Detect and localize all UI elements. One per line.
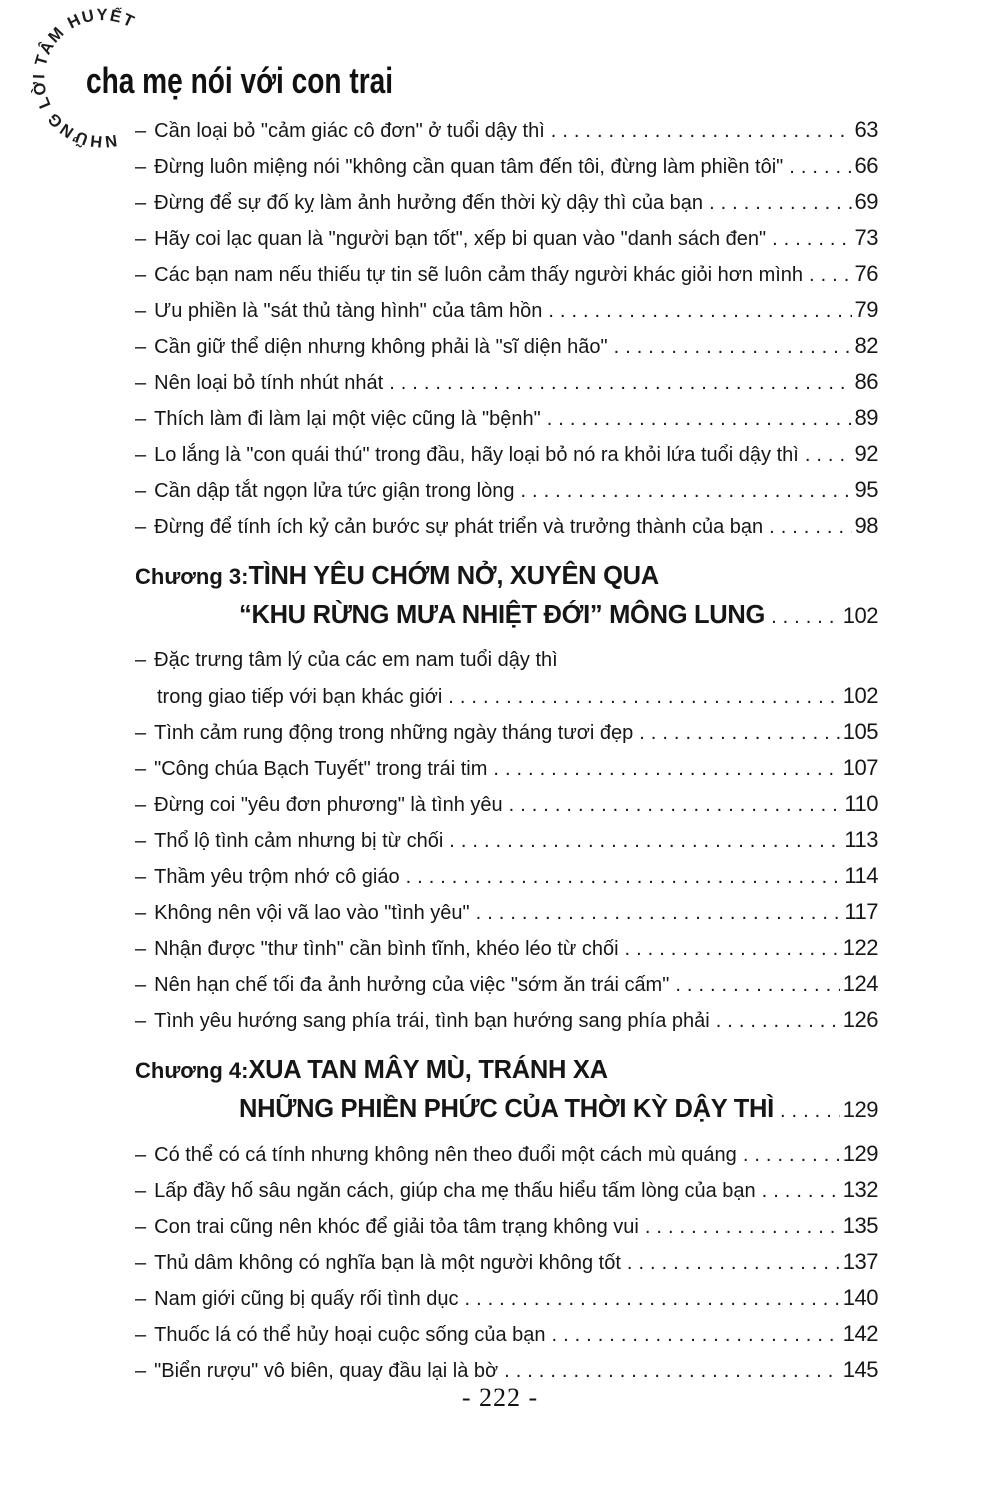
chapter-label: Chương 3:	[135, 564, 249, 589]
dot-leader	[514, 473, 851, 509]
dash: –	[135, 516, 147, 538]
dot-leader	[442, 679, 839, 715]
toc-item-page: 129	[842, 1141, 878, 1166]
dash: –	[135, 444, 147, 466]
toc-item-title: Lo lắng là "con quái thú" trong đầu, hãy loại bỏ nó ra khỏi lứa tuổi dậy thì	[154, 444, 799, 466]
toc-item	[135, 364, 878, 400]
dash: –	[135, 300, 147, 322]
toc-item-page: 126	[842, 1007, 878, 1032]
dot-leader	[763, 509, 851, 545]
toc-list	[135, 112, 878, 1388]
dash: –	[135, 480, 147, 502]
dash: –	[135, 1010, 147, 1032]
toc-item	[135, 750, 878, 786]
dash: –	[135, 156, 147, 178]
toc-item-page: 117	[844, 899, 878, 924]
dot-leader	[503, 787, 842, 823]
toc-item-title: Ưu phiền là "sát thủ tàng hình" của tâm hồn	[154, 300, 543, 322]
dot-leader	[783, 149, 851, 185]
chapter-heading-row	[135, 1051, 878, 1090]
chapter-title-line1: XUA TAN MÂY MÙ, TRÁNH XA	[248, 1056, 608, 1084]
chapter-page-number: 102	[842, 603, 878, 628]
toc-item	[135, 472, 878, 508]
toc-item	[135, 858, 878, 894]
dot-leader	[799, 437, 852, 473]
toc-item	[135, 184, 878, 220]
toc-item-page: 98	[854, 513, 878, 538]
dot-leader	[766, 221, 851, 257]
toc-item-title: Nhận được "thư tình" cần bình tĩnh, khéo léo từ chối	[154, 938, 619, 960]
toc-item	[135, 642, 878, 678]
toc-item	[135, 508, 878, 544]
toc-chapter	[135, 557, 878, 635]
toc-item-title: "Công chúa Bạch Tuyết" trong trái tim	[154, 758, 488, 780]
dash: –	[135, 649, 147, 671]
dot-leader	[470, 895, 842, 931]
toc-item-title: Nên loại bỏ tính nhút nhát	[154, 372, 384, 394]
page-number-footer: - 222 -	[461, 1383, 539, 1412]
dot-leader	[400, 859, 842, 895]
toc-item	[135, 148, 878, 184]
toc-item-page: 107	[842, 755, 878, 780]
toc-item	[135, 1136, 878, 1172]
dot-leader	[487, 751, 839, 787]
dot-leader	[756, 1173, 840, 1209]
toc-item-title-line2: trong giao tiếp với bạn khác giới	[157, 686, 443, 708]
chapter-title-line2: “KHU RỪNG MƯA NHIỆT ĐỚI” MÔNG LUNG	[239, 601, 766, 629]
toc-item-continuation	[135, 678, 878, 714]
dash: –	[135, 1216, 147, 1238]
toc-item-title: Thích làm đi làm lại một việc cũng là "bệnh"	[154, 408, 541, 430]
toc-item-page: 122	[842, 935, 878, 960]
toc-item-page: 142	[842, 1321, 878, 1346]
chapter-title-line2: NHỮNG PHIỀN PHỨC CỦA THỜI KỲ DẬY THÌ	[239, 1095, 774, 1123]
toc-item-title: Các bạn nam nếu thiếu tự tin sẽ luôn cảm thấy người khác giỏi hơn mình	[154, 264, 804, 286]
toc-item	[135, 436, 878, 472]
dot-leader	[774, 1092, 840, 1132]
dash: –	[135, 1288, 147, 1310]
toc-item-page: 86	[854, 369, 878, 394]
toc-item-page: 102	[842, 683, 878, 708]
dash: –	[135, 336, 147, 358]
dot-leader	[710, 1003, 840, 1039]
toc-item	[135, 328, 878, 364]
toc-item	[135, 112, 878, 148]
dot-leader	[459, 1281, 840, 1317]
dash: –	[135, 722, 147, 744]
toc-item-page: 105	[842, 719, 878, 744]
dot-leader	[633, 715, 840, 751]
toc-item-title: Nam giới cũng bị quấy rối tình dục	[154, 1288, 459, 1310]
toc-item	[135, 966, 878, 1002]
toc-item-page: 110	[844, 791, 878, 816]
dot-leader	[545, 113, 852, 149]
dot-leader	[803, 257, 851, 293]
dash: –	[135, 1144, 147, 1166]
toc-item	[135, 714, 878, 750]
toc-item-title: "Biển rượu" vô biên, quay đầu lại là bờ	[154, 1360, 499, 1382]
toc-item-page: 76	[854, 261, 878, 286]
dot-leader	[765, 598, 840, 638]
dash: –	[135, 866, 147, 888]
toc-item-page: 82	[854, 333, 878, 358]
dot-leader	[737, 1137, 840, 1173]
dash: –	[135, 1324, 147, 1346]
dash: –	[135, 408, 147, 430]
toc-item-page: 114	[844, 863, 878, 888]
chapter-heading-row	[135, 596, 878, 635]
toc-item-title: Đừng để tính ích kỷ cản bước sự phát triển và trưởng thành của bạn	[154, 516, 764, 538]
toc-item-title: Đừng luôn miệng nói "không cần quan tâm đến tôi, đừng làm phiền tôi"	[154, 156, 784, 178]
toc-item-page: 140	[842, 1285, 878, 1310]
dash: –	[135, 1360, 147, 1382]
dot-leader	[669, 967, 839, 1003]
dash: –	[135, 902, 147, 924]
toc-item	[135, 822, 878, 858]
toc-item-page: 124	[842, 971, 878, 996]
dot-leader	[621, 1245, 840, 1281]
chapter-title-line1: TÌNH YÊU CHỚM NỞ, XUYÊN QUA	[248, 562, 659, 590]
dash: –	[135, 758, 147, 780]
toc-item	[135, 400, 878, 436]
dash: –	[135, 974, 147, 996]
toc-item-page: 145	[842, 1357, 878, 1382]
toc-item-title: Thầm yêu trộm nhớ cô giáo	[154, 866, 400, 888]
toc-item-title: Nên hạn chế tối đa ảnh hưởng của việc "sớm ăn trái cấm"	[154, 974, 670, 996]
toc-item-title: Con trai cũng nên khóc để giải tỏa tâm trạng không vui	[154, 1216, 639, 1238]
toc-item-title: Lấp đầy hố sâu ngăn cách, giúp cha mẹ thấu hiểu tấm lòng của bạn	[154, 1180, 756, 1202]
toc-item-title: Không nên vội vã lao vào "tình yêu"	[154, 902, 470, 924]
toc-item-page: 137	[842, 1249, 878, 1274]
toc-item	[135, 1208, 878, 1244]
dash: –	[135, 372, 147, 394]
toc-item	[135, 292, 878, 328]
toc-item	[135, 1244, 878, 1280]
toc-item-page: 89	[854, 405, 878, 430]
dot-leader	[608, 329, 852, 365]
toc-item-title: Thổ lộ tình cảm nhưng bị từ chối	[154, 830, 444, 852]
toc-item-title: Hãy coi lạc quan là "người bạn tốt", xếp bi quan vào "danh sách đen"	[154, 228, 767, 250]
toc-item	[135, 1002, 878, 1038]
toc-item-title: Tình cảm rung động trong những ngày tháng tươi đẹp	[154, 722, 634, 744]
dot-leader	[542, 293, 851, 329]
dash: –	[135, 192, 147, 214]
toc-item-page: 66	[854, 153, 878, 178]
toc-item-page: 113	[844, 827, 878, 852]
toc-item	[135, 786, 878, 822]
toc-item-title: Có thể có cá tính nhưng không nên theo đuổi một cách mù quáng	[154, 1144, 737, 1166]
dot-leader	[383, 365, 851, 401]
dash: –	[135, 938, 147, 960]
toc-item-title: Đặc trưng tâm lý của các em nam tuổi dậy thì	[154, 649, 558, 671]
toc-item-title: Đừng để sự đố kỵ làm ảnh hưởng đến thời kỳ dậy thì của bạn	[154, 192, 704, 214]
toc-item-title: Thủ dâm không có nghĩa bạn là một người không tốt	[154, 1252, 621, 1274]
chapter-heading-row	[135, 557, 878, 596]
toc-chapter	[135, 1051, 878, 1129]
dot-leader	[639, 1209, 840, 1245]
toc-item	[135, 1280, 878, 1316]
toc-item-page: 69	[854, 189, 878, 214]
dot-leader	[443, 823, 841, 859]
book-title: cha mẹ nói với con trai	[86, 60, 394, 101]
dot-leader	[541, 401, 852, 437]
dash: –	[135, 120, 147, 142]
dot-leader	[703, 185, 851, 221]
toc-item-page: 132	[842, 1177, 878, 1202]
toc-item-title: Tình yêu hướng sang phía trái, tình bạn hướng sang phía phải	[154, 1010, 710, 1032]
toc-item	[135, 930, 878, 966]
toc-item	[135, 256, 878, 292]
dash: –	[135, 1252, 147, 1274]
chapter-page-number: 129	[842, 1097, 878, 1122]
toc-item-page: 63	[854, 117, 878, 142]
toc-item-page: 73	[854, 225, 878, 250]
dash: –	[135, 264, 147, 286]
toc-item-page: 92	[854, 441, 878, 466]
dash: –	[135, 794, 147, 816]
dot-leader	[619, 931, 840, 967]
toc-item-title: Cần loại bỏ "cảm giác cô đơn" ở tuổi dậy thì	[154, 120, 545, 142]
toc-item-title: Cần dập tắt ngọn lửa tức giận trong lòng	[154, 480, 515, 502]
toc-item-title: Thuốc lá có thể hủy hoại cuộc sống của bạn	[154, 1324, 546, 1346]
dash: –	[135, 830, 147, 852]
toc-item-title: Đừng coi "yêu đơn phương" là tình yêu	[154, 794, 503, 816]
dash: –	[135, 1180, 147, 1202]
logo-circular-text: NHỮNG LỜI TÂM HUYẾT	[30, 6, 138, 151]
chapter-heading-row	[135, 1090, 878, 1129]
dash: –	[135, 228, 147, 250]
toc-item	[135, 1316, 878, 1352]
toc-item-page: 135	[842, 1213, 878, 1238]
toc-item-title: Cần giữ thể diện nhưng không phải là "sĩ diện hão"	[154, 336, 608, 358]
toc-item-page: 79	[854, 297, 878, 322]
toc-item	[135, 894, 878, 930]
chapter-label: Chương 4:	[135, 1058, 249, 1083]
toc-item-page: 95	[854, 477, 878, 502]
toc-item	[135, 220, 878, 256]
toc-item	[135, 1172, 878, 1208]
dot-leader	[546, 1317, 840, 1353]
